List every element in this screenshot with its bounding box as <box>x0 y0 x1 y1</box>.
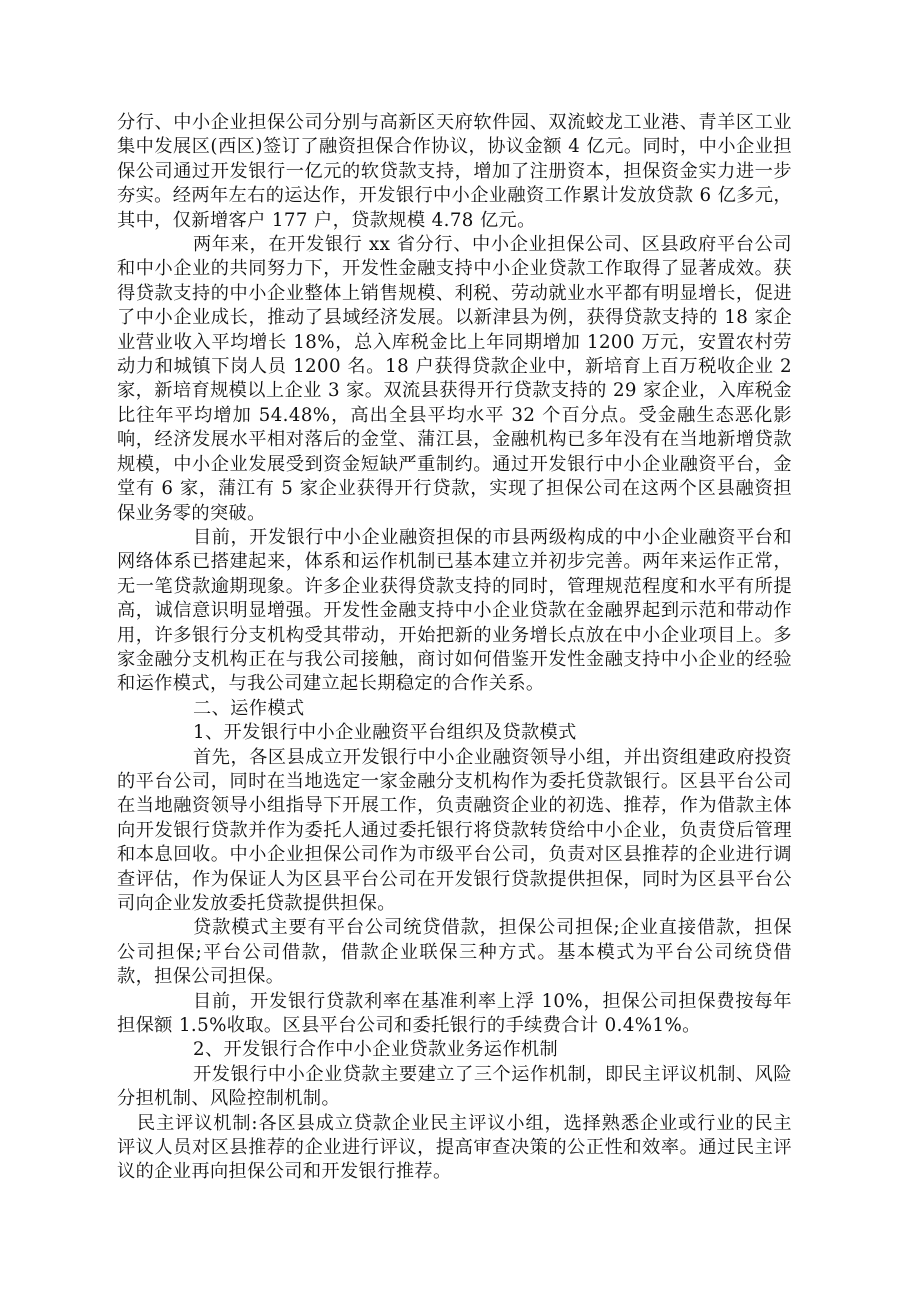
paragraph-loan-modes: 贷款模式主要有平台公司统贷借款，担保公司担保;企业直接借款，担保公司担保;平台公司借款，借款企业联保三种方式。基本模式为平台公司统贷借款，担保公司担保。 <box>117 917 792 988</box>
paragraph-interest-rates: 目前，开发银行贷款利率在基准利率上浮 10%，担保公司担保费按每年担保额 1.5%收取。区县平台公司和委托银行的手续费合计 0.4%1%。 <box>117 990 792 1037</box>
paragraph-three-mechanisms: 开发银行中小企业贷款主要建立了三个运作机制，即民主评议机制、风险分担机制、风险控制机制。 <box>117 1063 792 1110</box>
section-heading-operation-mode: 二、运作模式 <box>193 697 305 719</box>
paragraph-loan-agreements: 分行、中小企业担保公司分别与高新区天府软件园、双流蛟龙工业港、青羊区工业集中发展区(西区)签订了融资担保合作协议，协议金额 4 亿元。同时，中小企业担保公司通过开发银行一亿元的软贷款支持，增加了注册资本，担保资金实力进一步夯实。经两年左右的运达作，开发银行中小企业融资工作累计发放贷款 6 亿多元，其中，仅新增客户 177 户，贷款规模 4.78 亿元。 <box>117 112 792 231</box>
subsection-heading-platform-organization: 1、开发银行中小企业融资平台组织及贷款模式 <box>193 722 577 744</box>
paragraph-democratic-review: 民主评议机制:各区县成立贷款企业民主评议小组，选择熟悉企业或行业的民主评议人员对区县推荐的企业进行评议，提高审查决策的公正性和效率。通过民主评议的企业再向担保公司和开发银行推荐。 <box>117 1112 792 1183</box>
paragraph-achievements: 两年来，在开发银行 xx 省分行、中小企业担保公司、区县政府平台公司和中小企业的共同努力下，开发性金融支持中小企业贷款工作取得了显著成效。获得贷款支持的中小企业整体上销售规模、利税、劳动就业水平都有明显增长，促进了中小企业成长，推动了县域经济发展。以新津县为例，获得贷款支持的 18 家企业营业收入平均增长 18%，总入库税金比上年同期增加 1200 万元，安置农村劳动力和城镇下岗人员 1200 名。18 户获得贷款企业中，新培育上百万税收企业 2 家，新培育规模以上企业 3 家。双流县获得开行贷款支持的 29 家企业，入库税金比往年平均增加 54.48%，高出全县平均水平 32 个百分点。受金融生态恶化影响，经济发展水平相对落后的金堂、蒲江县，金融机构已多年没有在当地新增贷款规模，中小企业发展受到资金短缺严重制约。通过开发银行中小企业融资平台，金堂有 6 家，蒲江有 5 家企业获得开行贷款，实现了担保公司在这两个区县融资担保业务零的突破。 <box>117 234 792 524</box>
subsection-heading-operation-mechanism: 2、开发银行合作中小企业贷款业务运作机制 <box>193 1039 559 1061</box>
document-body <box>117 111 792 1185</box>
paragraph-organization-details: 首先，各区县成立开发银行中小企业融资领导小组，并出资组建政府投资的平台公司，同时在当地选定一家金融分支机构作为委托贷款银行。区县平台公司在当地融资领导小组指导下开展工作，负责融资企业的初选、推荐，作为借款主体向开发银行贷款并作为委托人通过委托银行将贷款转贷给中小企业，负责贷后管理和本息回收。中小企业担保公司作为市级平台公司，负责对区县推荐的企业进行调查评估，作为保证人为区县平台公司在开发银行贷款提供担保，同时为区县平台公司向企业发放委托贷款提供担保。 <box>117 746 792 914</box>
paragraph-platform-network: 目前，开发银行中小企业融资担保的市县两级构成的中小企业融资平台和网络体系已搭建起来，体系和运作机制已基本建立并初步完善。两年来运作正常，无一笔贷款逾期现象。许多企业获得贷款支持的同时，管理规范程度和水平有所提高，诚信意识明显增强。开发性金融支持中小企业贷款在金融界起到示范和带动作用，许多银行分支机构受其带动，开始把新的业务增长点放在中小企业项目上。多家金融分支机构正在与我公司接触，商讨如何借鉴开发性金融支持中小企业的经验和运作模式，与我公司建立起长期稳定的合作关系。 <box>117 526 792 695</box>
